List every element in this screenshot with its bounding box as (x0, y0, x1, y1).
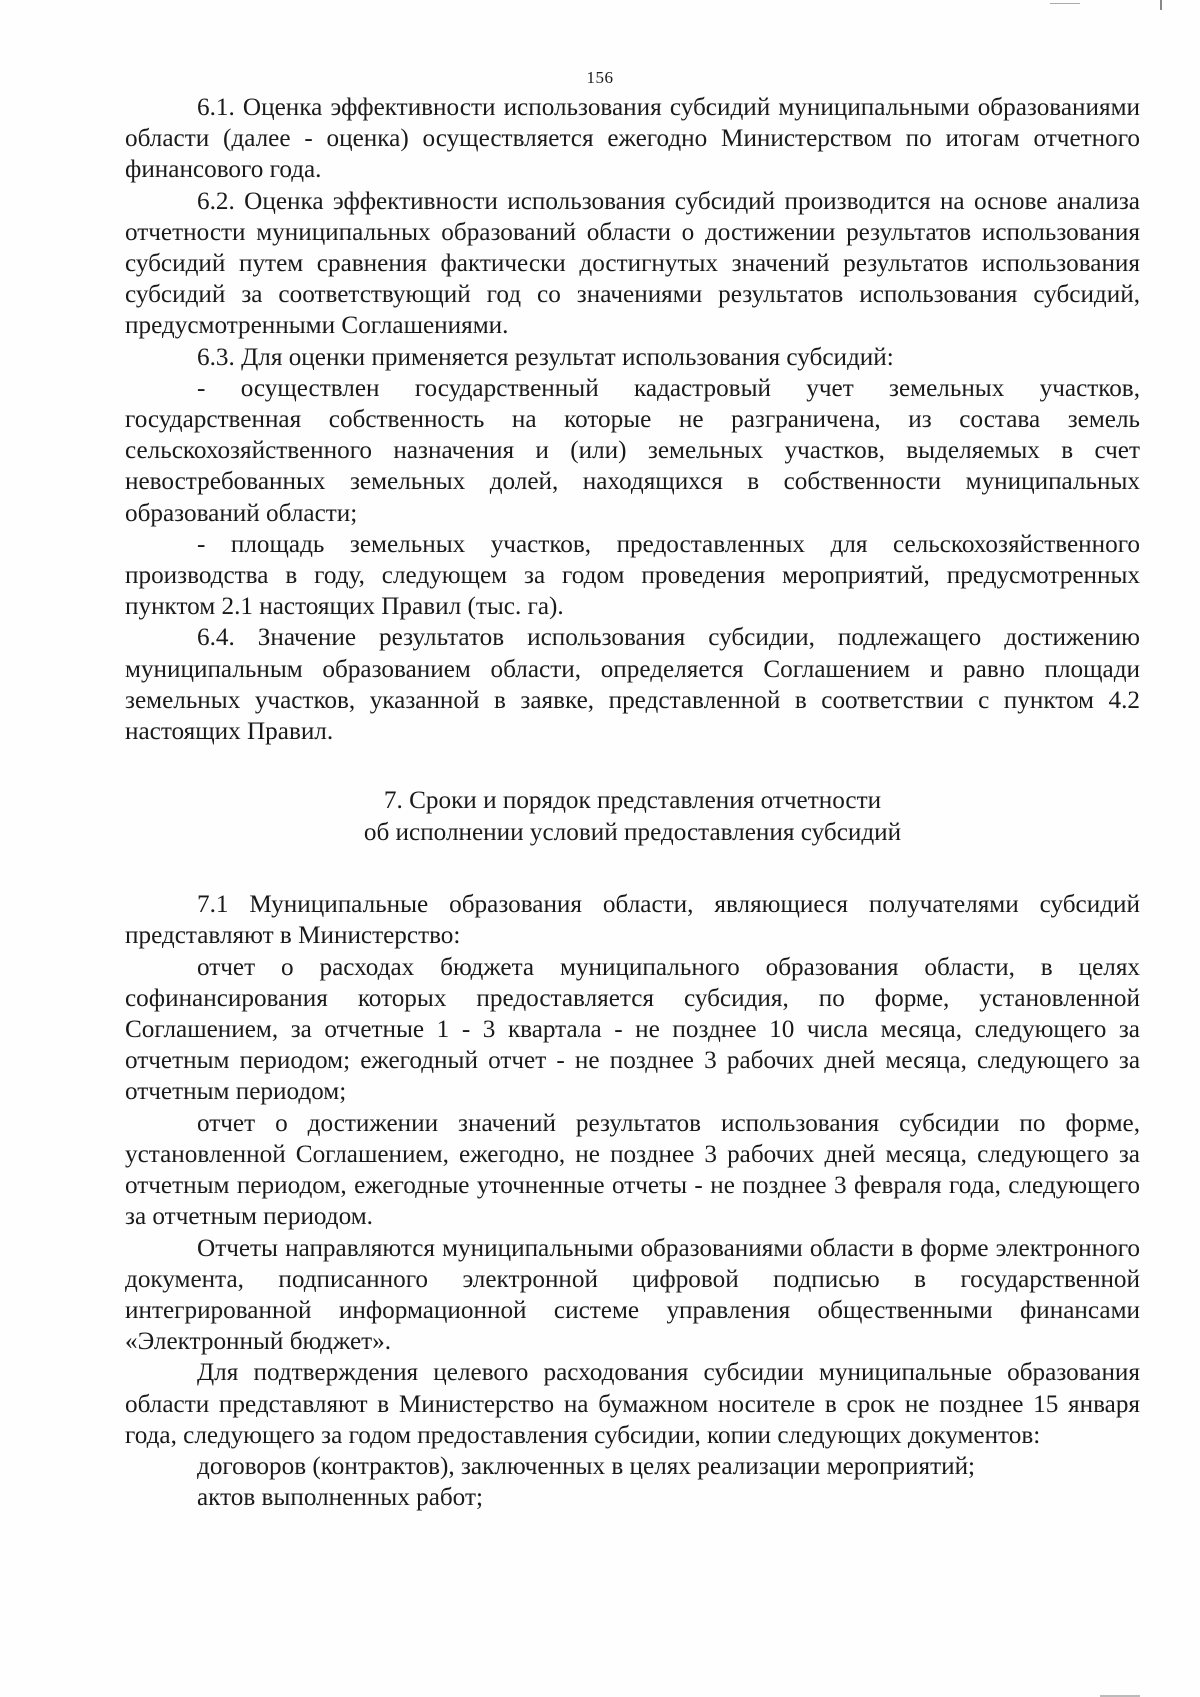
list-item-contracts: договоров (контрактов), заключенных в целях реализации мероприятий; (197, 1452, 976, 1480)
paragraph-6-2: 6.2. Оценка эффективности использования субсидий производится на основе анализа отчетности муниципальных образований области о достижении результатов использования субсидий путем сравнения фактически достигнутых значений результатов использования субсидий за соответствующий год со значениями результатов использования субсидий, предусмотренными Соглашениями. (125, 187, 1140, 340)
paragraph-7-1-results-report: отчет о достижении значений результатов использования субсидии по форме, установленной Соглашением, ежегодно, не позднее 3 рабочих дней месяца, следующего за отчетным периодом, ежегодные уточненные отчеты - не позднее 3 февраля года, следующего за отчетным периодом. (125, 1109, 1140, 1231)
scan-artifact-top-right (1160, 0, 1162, 10)
paragraph-7-reports-submission: Отчеты направляются муниципальными образованиями области в форме электронного документа, подписанного электронной цифровой подписью в государственной интегрированной информационной системе управления общественными финансами «Электронный бюджет». (125, 1234, 1140, 1356)
paragraph-7-confirmation: Для подтверждения целевого расходования субсидии муниципальные образования области представляют в Министерство на бумажном носителе в срок не позднее 15 января года, следующего за годом предоставления субсидии, копии следующих документов: (125, 1359, 1140, 1449)
section-7-heading-line-2: об исполнении условий предоставления субсидий (363, 819, 902, 847)
page-number: 156 (586, 68, 614, 87)
section-7-heading (125, 785, 1140, 849)
scan-artifact-top-right-dash (1050, 3, 1080, 4)
document-body (125, 92, 1140, 1513)
paragraph-7-1: 7.1 Муниципальные образования области, являющиеся получателями субсидий представляют в Министерство: (125, 891, 1140, 950)
paragraph-6-1: 6.1. Оценка эффективности использования субсидий муниципальными образованиями области (далее - оценка) осуществляется ежегодно Министерством по итогам отчетного финансового года. (125, 94, 1140, 184)
list-item-acts: актов выполненных работ; (197, 1484, 483, 1512)
paragraph-6-3: 6.3. Для оценки применяется результат использования субсидий: (197, 343, 894, 371)
paragraph-6-3-item-cadastral: - осуществлен государственный кадастровый учет земельных участков, государственная собственность на которые не разграничена, из состава земель сельскохозяйственного назначения и (или) земельных участков, выделяемых в счет невостребованных земельных долей, находящихся в собственности муниципальных образований области; (125, 374, 1140, 527)
paragraph-7-1-expense-report: отчет о расходах бюджета муниципального образования области, в целях софинансирования которых предоставляется субсидия, по форме, установленной Соглашением, за отчетные 1 - 3 квартала - не позднее 10 числа месяца, следующего за отчетным периодом; ежегодный отчет - не позднее 3 рабочих дней месяца, следующего за отчетным периодом; (125, 953, 1140, 1106)
section-7-heading-line-1: 7. Сроки и порядок представления отчетности (383, 787, 882, 815)
paragraph-6-4: 6.4. Значение результатов использования субсидии, подлежащего достижению муниципальным образованием области, определяется Соглашением и равно площади земельных участков, указанной в заявке, представленной в соответствии с пунктом 4.2 настоящих Правил. (125, 624, 1140, 746)
paragraph-6-3-item-area: - площадь земельных участков, предоставленных для сельскохозяйственного производства в году, следующем за годом проведения мероприятий, предусмотренных пунктом 2.1 настоящих Правил (тыс. га). (125, 530, 1140, 621)
